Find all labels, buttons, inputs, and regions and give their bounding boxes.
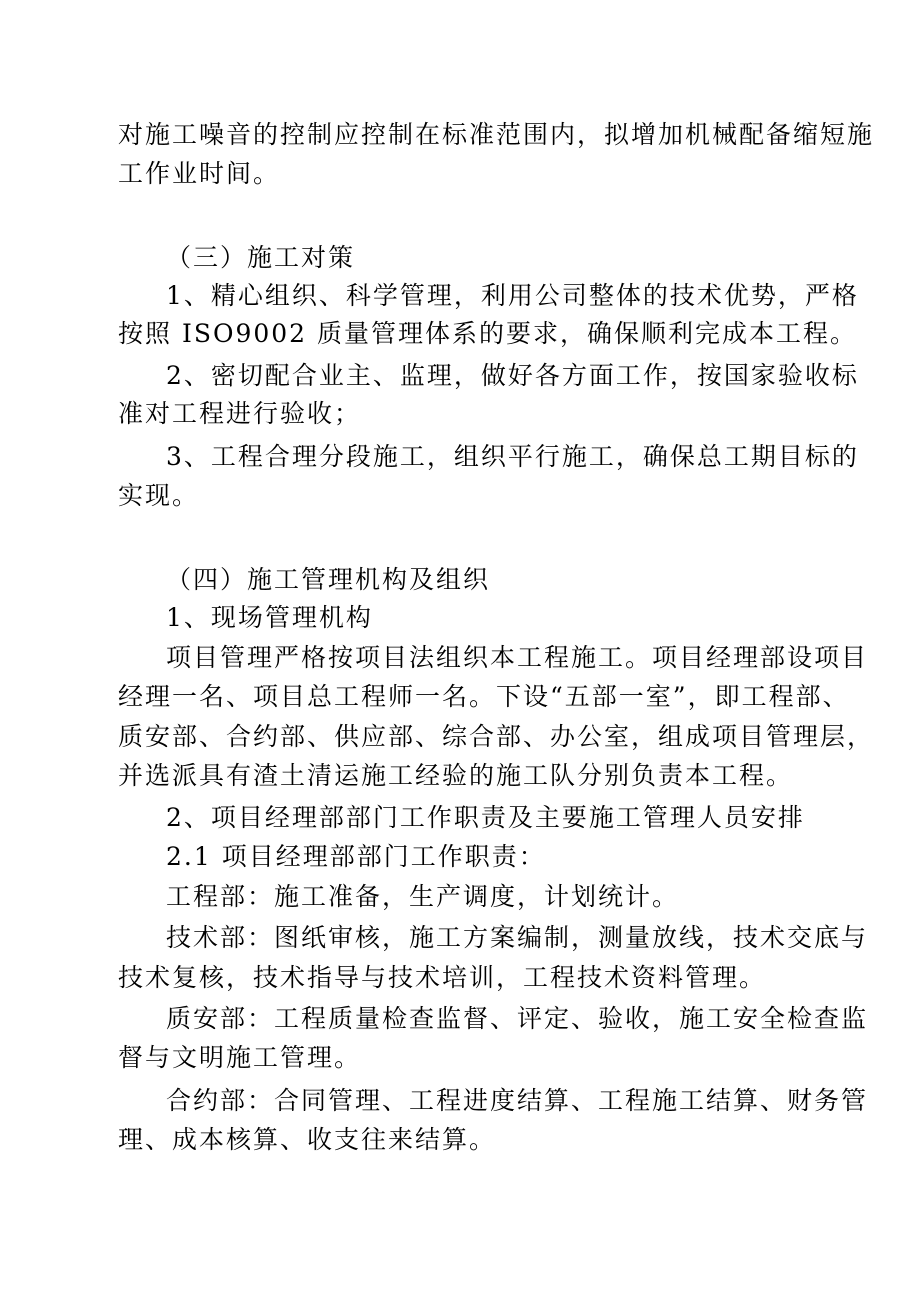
text-line: 1、精心组织、科学管理，利用公司整体的技术优势，严格 <box>166 281 859 310</box>
text-line: 质安部：工程质量检查监督、评定、验收，施工安全检查监 <box>166 1004 869 1033</box>
subsection-heading: 2、项目经理部部门工作职责及主要施工管理人员安排 <box>166 803 805 832</box>
text-line: 按照 ISO9002 质量管理体系的要求，确保顺利完成本工程。 <box>118 319 858 348</box>
text-line: 准对工程进行验收； <box>118 399 362 428</box>
section-heading-3: （三）施工对策 <box>166 243 356 272</box>
text-line: 3、工程合理分段施工，组织平行施工，确保总工期目标的 <box>166 442 859 471</box>
text-line: 技术复核，技术指导与技术培训，工程技术资料管理。 <box>118 963 767 992</box>
subsection-heading: 2.1 项目经理部部门工作职责： <box>166 842 546 871</box>
text-line: 工程部：施工准备，生产调度，计划统计。 <box>166 882 680 911</box>
text-line: 实现。 <box>118 481 200 510</box>
text-line: 合约部：合同管理、工程进度结算、工程施工结算、财务管 <box>166 1086 869 1115</box>
text-line: 工作业时间。 <box>118 159 281 188</box>
subsection-heading: 1、现场管理机构 <box>166 603 373 632</box>
text-line: 2、密切配合业主、监理，做好各方面工作，按国家验收标 <box>166 361 859 390</box>
text-line: 技术部：图纸审核，施工方案编制，测量放线，技术交底与 <box>166 923 869 952</box>
text-line: 并选派具有渣土清运施工经验的施工队分别负责本工程。 <box>118 761 794 790</box>
text-line: 督与文明施工管理。 <box>118 1043 362 1072</box>
section-heading-4: （四）施工管理机构及组织 <box>166 565 491 594</box>
text-line: 经理一名、项目总工程师一名。下设“五部一室”，即工程部、 <box>118 682 850 711</box>
text-line: 对施工噪音的控制应控制在标准范围内，拟增加机械配备缩短施 <box>118 120 875 149</box>
text-line: 理、成本核算、收支往来结算。 <box>118 1125 497 1154</box>
text-line: 质安部、合约部、供应部、综合部、办公室，组成项目管理层， <box>118 722 875 751</box>
text-line: 项目管理严格按项目法组织本工程施工。项目经理部设项目 <box>166 643 869 672</box>
